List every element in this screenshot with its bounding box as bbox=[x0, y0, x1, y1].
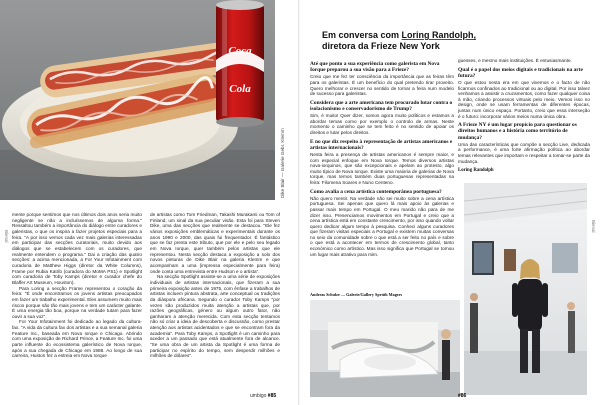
right-text-column-2 bbox=[458, 58, 590, 178]
sculpture-illustration bbox=[310, 300, 460, 397]
right-text-column-1 bbox=[310, 58, 454, 296]
left-col2-paragraph: de artistas como Tom Friedman, Takashi Murakami ou Tom of Finland, um sinal da sua peculiar visão. Esta foi para Steven Dike, uma das secções que realmente se destacou. "Ele fez vários exposições emblemáticas e experimentais durante os anos 1990 e 2000, das quais fui frequentador. É fantástico que se faz presta este tributo, que por ele e pelo seu legado em Nova Iorque, quer também pelos artistas que ele representou. Nesta secção destaca a exposição a solo dos novos pinturas de Dike Blair na galeria Klemm e que acompanham a uma (impressa especialmente para feira) onde conta uma entrevista entre Hudson e o artista". bbox=[150, 212, 280, 274]
interview-question: Considera que a arte americana tem procurado lutar contra o isolacionismo e conservadorismo de Trump? bbox=[310, 99, 453, 112]
interview-question: A Frieze NY é um lugar propício para questionar os direitos humanos e a história como território de mudança? bbox=[458, 122, 577, 141]
page-number-value-right: #86 bbox=[458, 393, 467, 399]
svg-text:Coca: Coca bbox=[228, 45, 252, 57]
left-col1-paragraph: mente porque sentimos que nos últimos dois anos seria muito negligente se não a incluíssemos de alguma forma." Ressaltou também a importância do diálogo entre curadores e galeristas, o que os inspira a fazer projetos especiais para a feira. "A por isso vemos cada vez mais galerias interessadas em participar das secções curatoriais, muito devido aos diálogos que se estabelecem com os curadores, que realmente entendem o programa." Dai a criação das quatro secções: a acima mencionada, a For Your Infotainment com curadoria de Matthew Higgs (diretor da White Columns), Frame por Rubia Katrib (curadora do MoMA PS1) e Spotlight com curadoria de Toby Kamps (diretor e curador chefe do Blaffer Art Museum, Houston). bbox=[12, 212, 142, 285]
hotdog-painting-photo bbox=[0, 0, 275, 200]
page-number-left bbox=[250, 393, 276, 399]
interview-answer: O que estou nesta era em que vivemos e o facto de não ficarmos confinados ao tradicional ou ao digital. Por isso talvez venhamos a assistir a cruzamentos, como fazer qualquer coisa à mão, criando processos virtuais pelo meio. Vemos isso no design, onde se usam ferramentas de diferentes épocas, juntas num único espaço. Portanto, creio que essa interseção é o futuro: incorporar vários meios numa única obra. bbox=[458, 80, 590, 119]
title-line-2: diretora da Frieze New York bbox=[322, 41, 440, 51]
sculpture-gallery-photo bbox=[310, 300, 460, 397]
interview-answer: Sim, é muito! Quer dizer, somos agora muito políticos e estamos a abordar temas como por exemplo o controlo de armas. Neste momento o caminho que se tem feito é no sentido de apoiar os direitos e lutar pelos direitos. bbox=[310, 113, 454, 135]
interview-answer: Creio que me fez ter consciência da importância que as feiras têm para os galeristas. É um benefício do qual pretendo tirar proveito. Quero melhorar e crescer no sentido de tornar a feira num modelo de sucesso para galeristas. bbox=[310, 74, 454, 97]
svg-text:Cola: Cola bbox=[229, 83, 251, 95]
page-number-right bbox=[458, 393, 466, 399]
interview-answer: guesses, e mesmo mais instituições. É entusiasmante. bbox=[458, 58, 572, 63]
interview-answer: Uma das características que compõe a secção Live, dedicada a performance, é uma forte afirmação política ao abordar temas relevantes que importam e respeitar a tomar-se parte da mudança. bbox=[458, 141, 590, 164]
title-name: Loring Randolph, bbox=[401, 30, 477, 40]
section-side-label-right: Bienal bbox=[591, 220, 596, 233]
photo-credit-left: Dike Blair — Galerie Gebr. Klemm bbox=[280, 128, 285, 198]
magazine-name: umbigo bbox=[250, 393, 267, 399]
interview-answer: Nesta feira a presença de artistas americanos é sempre maior, e com especial enfoque em Nova Iorque. Temos diversos artistas nova-iorquinos, que são excepcionais e apelam ao protesto, algo muito típico de Nova Iorque. Existe uma maioria de galerias de Nova Iorque, mas temos também duas portuguesas representadas na feira: Filomena Soares e Nuno Centeno. bbox=[310, 151, 454, 185]
interview-question: Até que ponto a sua experiência como galerista em Nova Iorque preparou a sua visão para a Frieze? bbox=[310, 61, 440, 74]
left-text-column-1 bbox=[12, 212, 142, 397]
loring-randolph-photo bbox=[464, 183, 587, 395]
left-text-column-2 bbox=[150, 212, 280, 392]
left-col1-paragraph: Para Loring a secção Frame representou o coração da feira: "É onde encontramos os jovens artistas preocupados em fazer um trabalho experimental. Eles assumem muito mais riscos porque são tão mais jovens e tem um carácter galante. É uma energia tão boa, porque na verdade tutam para fazer ouvir a sua voz". bbox=[12, 285, 142, 319]
page-number-value: #85 bbox=[267, 393, 277, 399]
interview-question: E no que diz respeito à representação de artistas americanos e artistas internacionais? bbox=[310, 138, 453, 151]
interview-answer: Não quero mentir. Na verdade não sei muito sobre a cena artística portuguesa. Sei apenas que quero lá mais apoio às galerias e passar mais tempo em Portugal. O meu marido não para de me dizer isso. Presenciamos movimentos em Portugal e creio que a cena artística está em constante crescimento, por isso quando voltar quero dedicar algum tempo à pesquisa. Conheci alguns curadores que fizeram visitas especiais a Portugal e existem muitas conversas no seio da comunidade sobre o que está a ser feito no país e sobre o que está a acontecer em termos de crescimento global, tanto económico como artístico. Mas isso significa que Portugal se tornou um lugar mais atrativo para mim. bbox=[310, 195, 454, 257]
left-col1-paragraph: For Your Infotainment foi dedicado ao legado da cultura-fax. "A vida da cultura fax dos artistas e a sua semanal galeria Feature Inc., baseada em Nova Iorque e Chicago. Abrindo com uma exposição de Richard Prince, a Feature Inc. foi uma parte influente do ecossistema galerístico de Nova Iorque, após a sua chegada de Chicago em 1988. Ao longo de sua carreira, Huston fez a estreia em Nova Iorque bbox=[12, 319, 142, 359]
interview-question: Qual é o papel dos meios digitais e tradicionais na arte futura? bbox=[458, 66, 583, 79]
hotdog-illustration bbox=[0, 0, 275, 200]
photo-credit-bottom: Andreas Schulze — Galerie/Gallery Sprüth Magers bbox=[310, 292, 403, 297]
interview-question: Como avalia a cena artística contemporânea portuguesa? bbox=[310, 188, 442, 195]
left-col2-paragraph: Na secção Spotlight assiste-se a uma série de exposições individuais de artistas internacionais, que fizeram a sua primeira exposição antes de 1975, com ênfase a trabalhos de artistas incluem pintura abstrata, arte conceptual ou tradições da diáspora africana. Segundo o curador Toby Kamps "por vezes são produzidos muita atenção a artistas que, por razões geográficas, género ou algum outro fator, não ganharam a atenção merecida. Com esta secção tentamos não só criar a ideia de descoberta e discussão, como prestar atenção aos artistas acidentados e que se encontram fora da academia". Para Toby Kamps, a Spotlight é um caminho para aceder a um passado que está atualmente fora de alcance. "Se uma obra de um artista da Spotlight é uma forma de participar no espírito do tempo, sem desperdir milhões e milhões de dólares". bbox=[150, 274, 280, 359]
article-title bbox=[322, 30, 572, 52]
gallery-portrait-illustration bbox=[464, 183, 587, 395]
section-side-label-left: Bienal bbox=[4, 230, 9, 243]
photo-credit-right: Loring Randolph bbox=[458, 168, 494, 174]
title-prefix: Em conversa com bbox=[322, 30, 402, 40]
